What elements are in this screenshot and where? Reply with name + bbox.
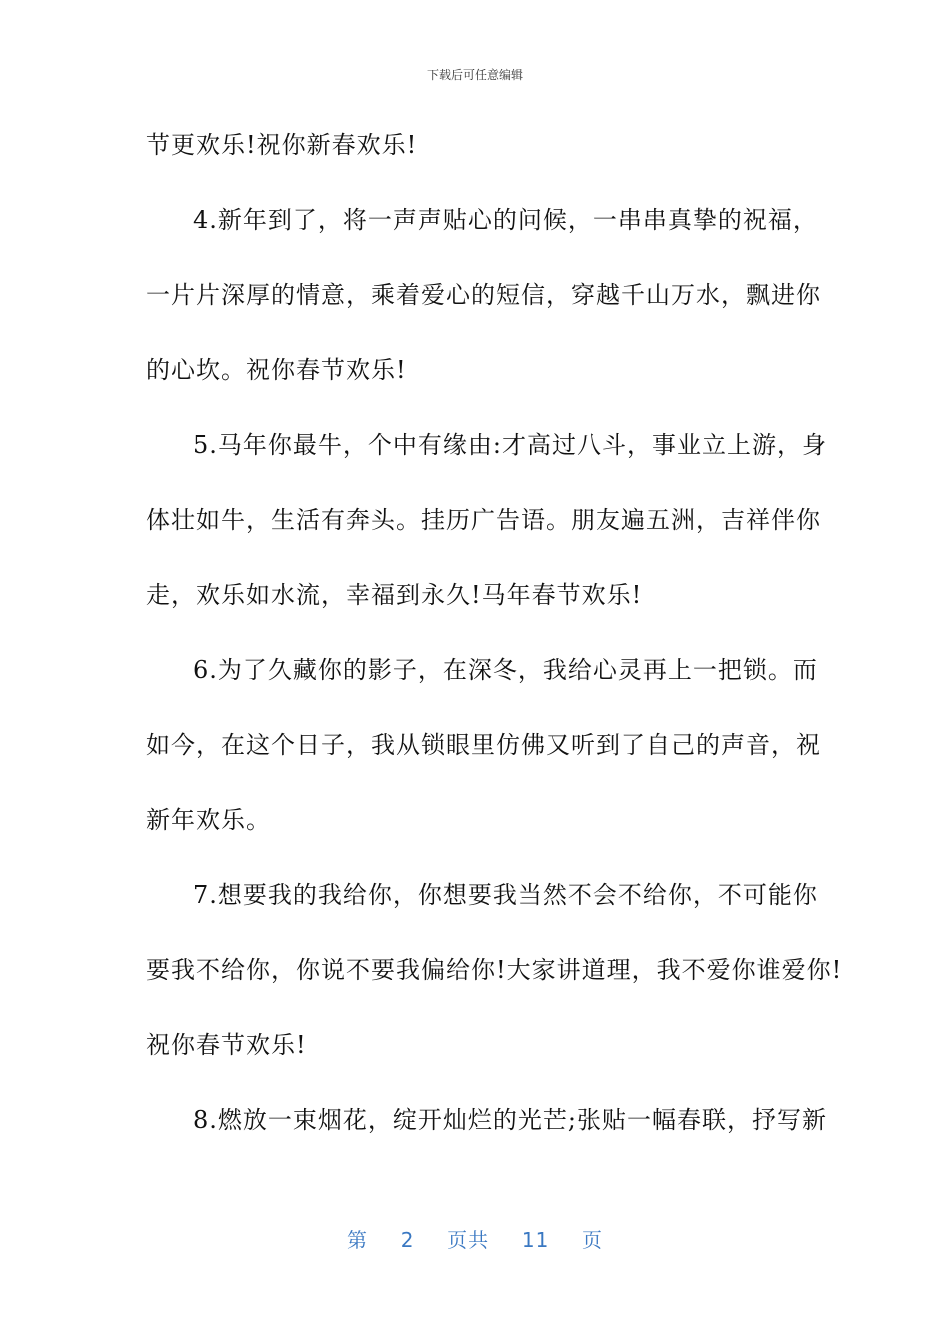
text-line: 走，欢乐如水流，幸福到永久!马年春节欢乐!: [146, 581, 643, 609]
footer-total-pages: 11: [521, 1228, 550, 1252]
paragraph-start-7: 7.想要我的我给你，你想要我当然不会不给你，不可能你: [193, 881, 818, 909]
paragraph-start-5: 5.马年你最牛，个中有缘由:才高过八斗，事业立上游，身: [193, 431, 827, 459]
footer-suffix: 页: [582, 1228, 604, 1252]
text-line: 体壮如牛，生活有奔头。挂历广告语。朋友遍五洲，吉祥伴你: [146, 506, 821, 534]
paragraph-start-4: 4.新年到了，将一声声贴心的问候，一串串真挚的祝福，: [193, 206, 818, 234]
footer-prefix: 第: [346, 1228, 368, 1252]
page-footer: [0, 1224, 950, 1253]
page-header: 下载后可任意编辑: [426, 68, 523, 82]
text-line: 新年欢乐。: [146, 806, 271, 834]
paragraph-start-8: 8.燃放一束烟花，绽开灿烂的光芒;张贴一幅春联，抒写新: [193, 1106, 827, 1134]
text-line: 的心坎。祝你春节欢乐!: [146, 356, 407, 384]
text-line: 如今，在这个日子，我从锁眼里仿佛又听到了自己的声音，祝: [146, 731, 821, 759]
text-line: 要我不给你，你说不要我偏给你!大家讲道理，我不爱你谁爱你!: [146, 956, 843, 984]
paragraph-start-6: 6.为了久藏你的影子，在深冬，我给心灵再上一把锁。而: [193, 656, 818, 684]
footer-page-number: 2: [400, 1228, 415, 1252]
text-line: 一片片深厚的情意，乘着爱心的短信，穿越千山万水，飘进你: [146, 281, 821, 309]
footer-middle: 页共: [447, 1228, 490, 1252]
text-line: 祝你春节欢乐!: [146, 1031, 307, 1059]
text-line: 节更欢乐!祝你新春欢乐!: [146, 131, 418, 159]
